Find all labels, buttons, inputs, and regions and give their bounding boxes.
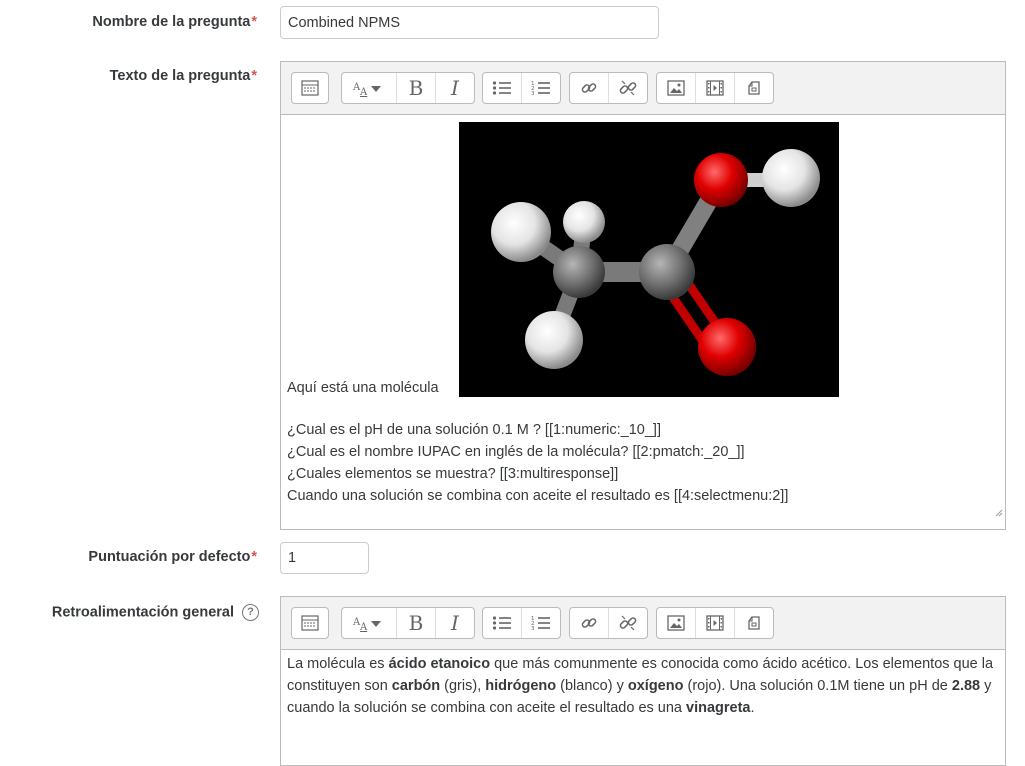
question-name-label-text: Nombre de la pregunta	[92, 14, 251, 30]
feedback-bold: carbón	[391, 678, 441, 694]
font-size-icon[interactable]	[342, 608, 397, 638]
media-icon[interactable]	[696, 73, 735, 103]
question-line: ¿Cual es el nombre IUPAC en inglés de la molécula? [[2:pmatch:_20_]]	[287, 444, 745, 460]
resize-grip-icon[interactable]	[995, 509, 1003, 517]
question-text-label-text: Texto de la pregunta	[109, 68, 251, 84]
molecule-image	[459, 122, 839, 397]
unordered-list-icon[interactable]	[483, 73, 522, 103]
feedback-bold: 2.88	[951, 678, 981, 694]
svg-text:A: A	[360, 87, 368, 97]
svg-text:1: 1	[531, 81, 535, 87]
editor-toolbar	[281, 62, 1005, 115]
font-size-icon[interactable]	[342, 73, 397, 103]
default-mark-label-text: Puntuación por defecto	[88, 549, 251, 565]
question-name-input[interactable]	[280, 6, 659, 39]
carbon-atom	[639, 244, 695, 300]
hydrogen-atom	[525, 311, 583, 369]
question-text-label	[110, 68, 257, 84]
question-line: Cuando una solución se combina con aceite el resultado es [[4:selectmenu:2]]	[287, 488, 789, 504]
show-more-icon[interactable]	[292, 608, 328, 638]
oxygen-atom	[698, 318, 756, 376]
svg-text:3: 3	[531, 626, 535, 631]
editor-toolbar	[281, 597, 1005, 650]
svg-text:1: 1	[531, 616, 535, 622]
feedback-bold: hidrógeno	[485, 678, 557, 694]
required-marker: *	[251, 549, 257, 565]
feedback-text: (gris),	[440, 678, 486, 694]
question-line: ¿Cuales elementos se muestra? [[3:multiresponse]]	[287, 466, 619, 482]
feedback-text: (blanco) y	[556, 678, 628, 694]
default-mark-label	[88, 549, 257, 565]
hydrogen-atom	[563, 201, 605, 243]
svg-text:2: 2	[531, 621, 535, 627]
image-icon[interactable]	[657, 608, 696, 638]
question-name-label	[92, 14, 257, 30]
link-icon[interactable]	[570, 73, 609, 103]
bold-icon[interactable]	[397, 608, 436, 638]
bold-glyph: B	[408, 611, 424, 635]
ordered-list-icon[interactable]	[522, 608, 560, 638]
feedback-text: que más comunmente es conocida como ácido acético. Los elementos que la constituyen son	[287, 656, 994, 694]
hydrogen-atom	[762, 149, 820, 207]
italic-icon[interactable]	[436, 608, 474, 638]
italic-glyph: I	[451, 76, 459, 100]
bold-glyph: B	[408, 76, 424, 100]
svg-text:A: A	[353, 617, 361, 628]
italic-glyph: I	[451, 611, 459, 635]
media-icon[interactable]	[696, 608, 735, 638]
feedback-bold: ácido etanoico	[388, 656, 491, 672]
bold-icon[interactable]	[397, 73, 436, 103]
carbon-atom	[553, 246, 605, 298]
required-marker: *	[251, 68, 257, 84]
svg-text:A: A	[360, 622, 368, 632]
default-mark-input[interactable]	[280, 542, 369, 574]
oxygen-atom	[694, 153, 748, 207]
feedback-text: .	[750, 700, 755, 716]
feedback-text: y cuando la solución se combina con aceite el resultado es una	[287, 678, 992, 716]
question-text-editor	[280, 61, 1006, 530]
feedback-bold: oxígeno	[627, 678, 684, 694]
link-icon[interactable]	[570, 608, 609, 638]
hydrogen-atom	[491, 202, 551, 262]
general-feedback-content[interactable]	[281, 650, 1005, 725]
feedback-bold: vinagreta	[686, 700, 751, 716]
general-feedback-label	[52, 604, 259, 621]
unlink-icon[interactable]	[609, 73, 647, 103]
image-icon[interactable]	[657, 73, 696, 103]
unlink-icon[interactable]	[609, 608, 647, 638]
manage-files-icon[interactable]	[735, 73, 773, 103]
manage-files-icon[interactable]	[735, 608, 773, 638]
question-line: ¿Cual es el pH de una solución 0.1 M ? [[1:numeric:_10_]]	[287, 422, 661, 438]
unordered-list-icon[interactable]	[483, 608, 522, 638]
italic-icon[interactable]	[436, 73, 474, 103]
general-feedback-editor	[280, 596, 1006, 766]
show-more-icon[interactable]	[292, 73, 328, 103]
general-feedback-label-text: Retroalimentación general	[51, 604, 234, 621]
svg-text:3: 3	[531, 91, 535, 96]
feedback-text: (rojo). Una solución 0.1M tiene un pH de	[683, 678, 952, 694]
ordered-list-icon[interactable]	[522, 73, 560, 103]
molecule-caption: Aquí está una molécula	[287, 380, 439, 396]
help-icon[interactable]: ?	[242, 604, 259, 621]
svg-text:2: 2	[531, 86, 535, 92]
question-text-content[interactable]	[281, 115, 1005, 519]
required-marker: *	[251, 14, 257, 30]
svg-text:A: A	[353, 82, 361, 93]
feedback-text: La molécula es	[287, 656, 389, 672]
